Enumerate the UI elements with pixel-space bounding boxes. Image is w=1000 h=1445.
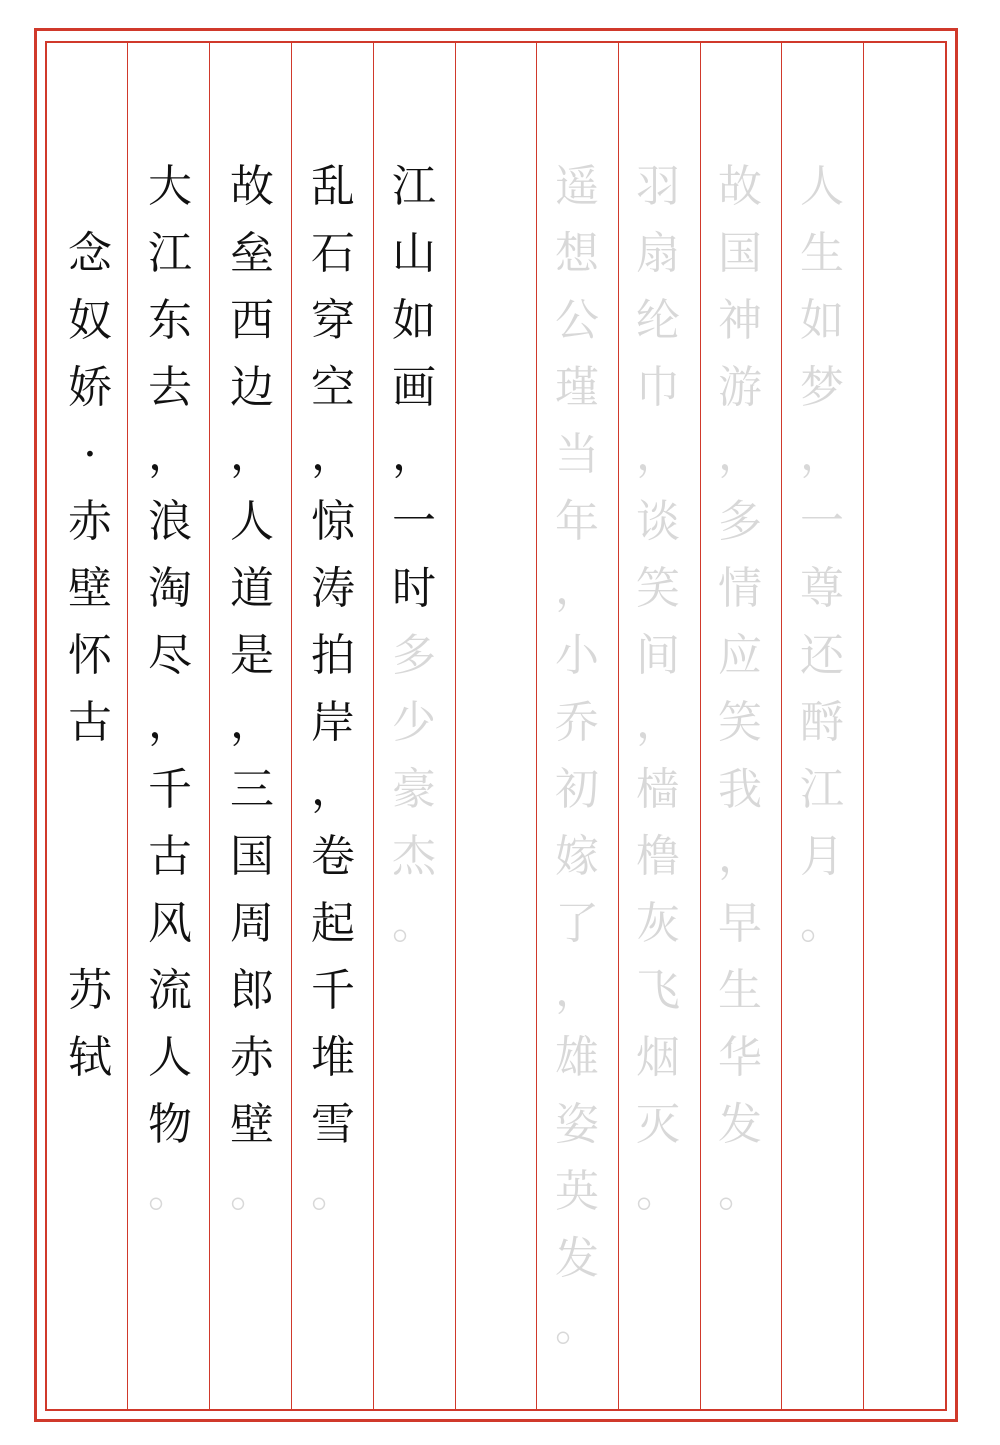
glyph: ， [311,764,355,815]
glyph: 流 [148,965,192,1016]
glyph: 。 [148,1166,192,1217]
glyph: 垒 [230,228,274,279]
glyph: 谈 [636,496,680,547]
glyph: ， [718,831,762,882]
glyph: 西 [230,295,274,346]
glyph: 神 [718,295,762,346]
glyph: 念 [68,228,112,279]
glyph: 郎 [230,965,274,1016]
glyph: 拍 [311,630,355,681]
glyph: 遥 [555,161,599,212]
glyph: 了 [555,898,599,949]
glyph: 。 [636,1166,680,1217]
glyph: 怀 [68,630,112,681]
glyph: 羽 [636,161,680,212]
text-column [374,0,454,1445]
glyph: 当 [555,429,599,480]
text-column [50,0,130,1445]
glyph: 情 [718,563,762,614]
glyph: 道 [230,563,274,614]
glyph: 是 [230,630,274,681]
glyph: 还 [800,630,844,681]
glyph: 惊 [311,496,355,547]
glyph: ， [800,429,844,480]
glyph: 巾 [636,362,680,413]
column-rule [863,41,864,1411]
glyph: 英 [555,1166,599,1217]
glyph: 早 [718,898,762,949]
glyph: 古 [68,697,112,748]
glyph: 雄 [555,1032,599,1083]
text-column [618,0,698,1445]
glyph: 轼 [68,1032,112,1083]
glyph: 嫁 [555,831,599,882]
glyph: 壁 [230,1099,274,1150]
glyph: 风 [148,898,192,949]
glyph: 国 [718,228,762,279]
glyph: ， [555,965,599,1016]
glyph: 笑 [718,697,762,748]
glyph: 生 [800,228,844,279]
glyph: ， [148,429,192,480]
glyph: 笑 [636,563,680,614]
glyph: 赤 [230,1032,274,1083]
glyph: 生 [718,965,762,1016]
glyph: 豪 [392,764,436,815]
glyph: ， [230,697,274,748]
glyph: ， [718,429,762,480]
glyph: 穿 [311,295,355,346]
glyph: 。 [392,898,436,949]
glyph: 时 [392,563,436,614]
glyph: 姿 [555,1099,599,1150]
glyph: 游 [718,362,762,413]
glyph: 画 [392,362,436,413]
glyph: ， [555,563,599,614]
glyph: 人 [230,496,274,547]
glyph: 涛 [311,563,355,614]
text-column [700,0,780,1445]
glyph: 乱 [311,161,355,212]
glyph: 空 [311,362,355,413]
glyph: 初 [555,764,599,815]
text-column [537,0,617,1445]
text-column [293,0,373,1445]
glyph: 人 [800,161,844,212]
glyph: 。 [230,1166,274,1217]
text-column [130,0,210,1445]
glyph: 故 [230,161,274,212]
glyph: 灰 [636,898,680,949]
glyph: 飞 [636,965,680,1016]
glyph: 山 [392,228,436,279]
glyph: 如 [800,295,844,346]
glyph: 华 [718,1032,762,1083]
text-column [455,0,535,1445]
glyph: 瑾 [555,362,599,413]
glyph: 江 [800,764,844,815]
glyph: 古 [148,831,192,882]
glyph: 去 [148,362,192,413]
glyph: 苏 [68,965,112,1016]
glyph: 纶 [636,295,680,346]
glyph: 赤 [68,496,112,547]
glyph: 东 [148,295,192,346]
glyph: ， [392,429,436,480]
glyph: 物 [148,1099,192,1150]
glyph: 灭 [636,1099,680,1150]
glyph: 一 [392,496,436,547]
glyph: 国 [230,831,274,882]
glyph: 间 [636,630,680,681]
glyph: 。 [311,1166,355,1217]
glyph: 小 [555,630,599,681]
glyph: ， [311,429,355,480]
glyph: 淘 [148,563,192,614]
glyph: 千 [311,965,355,1016]
text-column [212,0,292,1445]
glyph: · [83,429,97,480]
glyph: 。 [800,898,844,949]
glyph: 堆 [311,1032,355,1083]
glyph: 如 [392,295,436,346]
glyph: ， [636,429,680,480]
glyph: 人 [148,1032,192,1083]
glyph: 尊 [800,563,844,614]
glyph: 边 [230,362,274,413]
glyph: 月 [800,831,844,882]
glyph: 江 [148,228,192,279]
glyph: 尽 [148,630,192,681]
glyph: 雪 [311,1099,355,1150]
glyph: 烟 [636,1032,680,1083]
glyph: 江 [392,161,436,212]
glyph: 石 [311,228,355,279]
glyph: 梦 [800,362,844,413]
text-column [782,0,862,1445]
glyph: 想 [555,228,599,279]
glyph: 大 [148,161,192,212]
glyph: 。 [555,1300,599,1351]
glyph: ， [230,429,274,480]
glyph: 橹 [636,831,680,882]
glyph: 多 [392,630,436,681]
glyph: 扇 [636,228,680,279]
glyph: 故 [718,161,762,212]
glyph: ， [636,697,680,748]
glyph: 发 [718,1099,762,1150]
glyph: 乔 [555,697,599,748]
glyph: 发 [555,1233,599,1284]
glyph: 杰 [392,831,436,882]
glyph: ， [148,697,192,748]
glyph: 少 [392,697,436,748]
glyph: 。 [718,1166,762,1217]
glyph: 起 [311,898,355,949]
glyph: 公 [555,295,599,346]
glyph: 壁 [68,563,112,614]
glyph: 千 [148,764,192,815]
glyph: 年 [555,496,599,547]
glyph: 三 [230,764,274,815]
glyph: 浪 [148,496,192,547]
glyph: 周 [230,898,274,949]
glyph: 一 [800,496,844,547]
glyph: 奴 [68,295,112,346]
glyph: 多 [718,496,762,547]
glyph: 我 [718,764,762,815]
glyph: 卷 [311,831,355,882]
glyph: 酹 [800,697,844,748]
glyph: 娇 [68,362,112,413]
glyph: 岸 [311,697,355,748]
glyph: 樯 [636,764,680,815]
glyph: 应 [718,630,762,681]
